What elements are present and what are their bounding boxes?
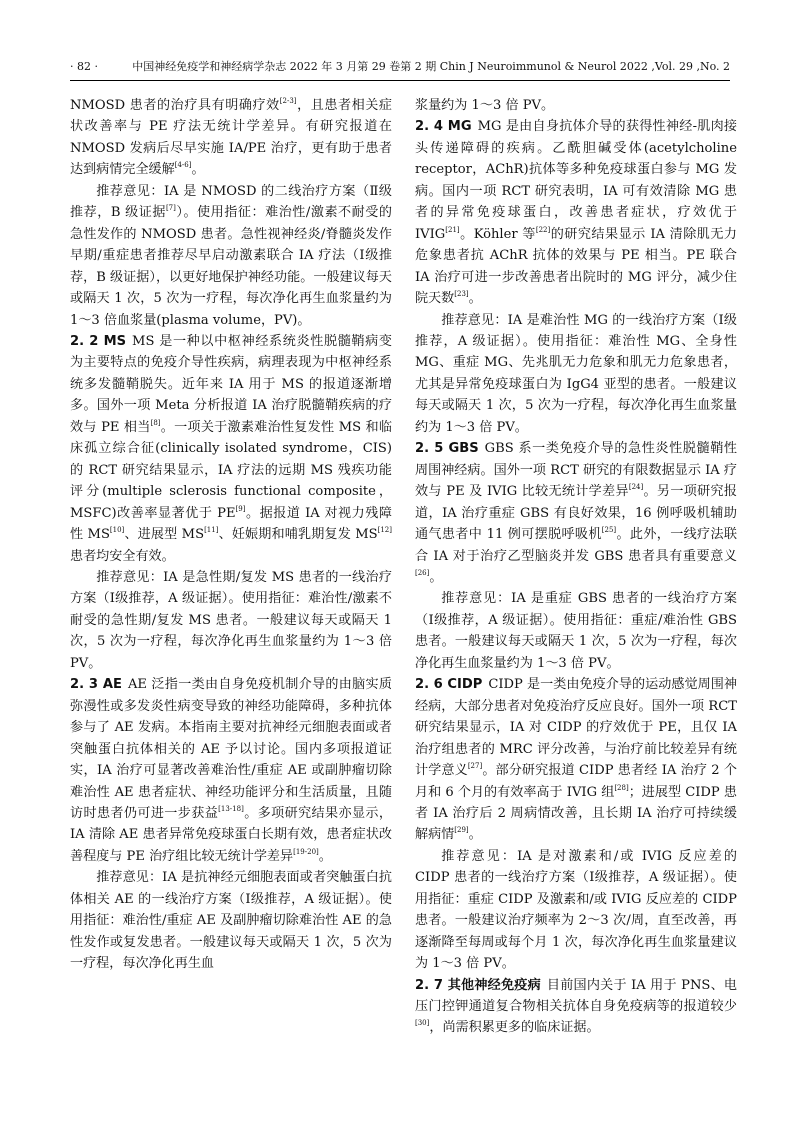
citation-ref: [26] bbox=[415, 568, 430, 577]
section-heading: 2. 7 其他神经免疫病 bbox=[415, 977, 541, 993]
section-2-7-other: 2. 7 其他神经免疫病 目前国内关于 IA 用于 PNS、电压门控钾通道复合物相关抗体自身免疫病等的报道较少[30]，尚需积累更多的临床证据。 bbox=[415, 977, 737, 1036]
citation-ref: [27] bbox=[467, 762, 483, 771]
page-number: · 82 · bbox=[70, 60, 98, 73]
recommendation-ms: 推荐意见：IA 是急性期/复发 MS 患者的一线治疗方案（Ⅰ级推荐，A 级证据）。使用指征：难治性/激素不耐受的急性期/复发 MS 患者。一般建议每天或隔天 1 次，5 次为一疗程，每次净化再生血浆量约为 1～3 倍 PV。 bbox=[70, 569, 392, 671]
section-heading: 2. 2 MS bbox=[70, 333, 127, 349]
section-heading: 2. 6 CIDP bbox=[415, 677, 483, 693]
section-heading: 2. 3 AE bbox=[70, 677, 122, 693]
recommendation-gbs: 推荐意见：IA 是重症 GBS 患者的一线治疗方案（Ⅰ级推荐，A 级证据）。使用指征：重症/难治性 GBS 患者。一般建议每天或隔天 1 次，5 次为一疗程，每次净化再生血浆量约为 1～3 倍 PV。 bbox=[415, 591, 737, 671]
citation-ref: [22] bbox=[535, 225, 551, 234]
citation-ref: [2-3] bbox=[279, 97, 297, 105]
citation-ref: [19-20] bbox=[293, 847, 319, 856]
section-2-6-cidp: 2. 6 CIDP CIDP 是一类由免疫介导的运动感觉周围神经病，大部分患者对免疫治疗反应良好。国外一项 RCT 研究结果显示，IA 对 CIDP 的疗效优于 PE，且仅 IA 治疗组患者的 MRC 评分改善，与治疗前比较差异有统计学意义[27]。部分研究报道 CIDP 患者经 IA 治疗 2 个月和 6 个月的有效率高于 IVIG 组[28]；进展型 CIDP 患者 IA 治疗后 2 周病情改善，且长期 IA 治疗可持续缓解病情[29]。 bbox=[415, 677, 737, 843]
citation-ref: [12] bbox=[377, 526, 392, 535]
recommendation-ae: 推荐意见：IA 是抗神经元细胞表面或者突触蛋白抗体相关 AE 的一线治疗方案（Ⅰ级推荐，A 级证据）。使用指征：难治性/重症 AE 及副肿瘤切除难治性 AE 的急性发作或复发患者。一般建议每天或隔天 1 次，5 次为一疗程，每次净化再生血 bbox=[70, 870, 392, 972]
paragraph-nmosd-efficacy: NMOSD 患者的治疗具有明确疗效[2-3]，且患者相关症状改善率与 PE 疗法无统计学差异。有研究报道在 NMOSD 发病后尽早实施 IA/PE 治疗，更有助于患者达到病情完全缓解[4-6]。 bbox=[70, 97, 392, 178]
citation-ref: [13-18] bbox=[218, 804, 244, 813]
citation-ref: [21] bbox=[445, 225, 460, 234]
recommendation-nmosd: 推荐意见：IA 是 NMOSD 的二线治疗方案（Ⅱ级推荐，B 级证据[7]）。使用指征：难治性/激素不耐受的急性发作的 NMOSD 患者。急性视神经炎/脊髓炎发作早期/重症患者推荐尽早启动激素联合 IA 疗法（Ⅰ级推荐，B 级证据），以更好地保护神经功能。一般建议每天或隔天 1 次，5 次为一疗程，每次净化再生血浆量约为 1～3 倍血浆量(plasma volume，PV)。 bbox=[70, 183, 392, 328]
citation-ref: [30] bbox=[415, 1019, 430, 1028]
citation-ref: [24] bbox=[628, 483, 644, 492]
running-header bbox=[70, 58, 730, 76]
citation-ref: [7] bbox=[165, 204, 176, 213]
citation-ref: [9] bbox=[235, 504, 246, 513]
right-column bbox=[415, 95, 737, 1039]
recommendation-mg: 推荐意见：IA 是难治性 MG 的一线治疗方案（Ⅰ级推荐，A 级证据）。使用指征：难治性 MG、全身性 MG、重症 MG、先兆肌无力危象和肌无力危象患者，尤其是异常免疫球蛋白为 IgG4 亚型的患者。一般建议每天或隔天 1 次，5 次为一疗程，每次净化再生血浆量约为 1～3 倍 PV。 bbox=[415, 312, 737, 435]
section-2-3-ae: 2. 3 AE AE 泛指一类由自身免疫机制介导的由脑实质弥漫性或多发炎性病变导致的神经功能障碍，多种抗体参与了 AE 发病。本指南主要对抗神经元细胞表面或者突触蛋白抗体相关的 AE 予以讨论。国内多项报道证实，IA 治疗可显著改善难治性/重症 AE 或副肿瘤切除难治性 AE 患者症状、神经功能评分和生活质量，且随访时患者仍可进一步获益[13-18]。多项研究结果亦显示，IA 清除 AE 患者异常免疫球蛋白长期有效，患者症状改善程度与 PE 治疗组比较无统计学差异[19-20]。 bbox=[70, 677, 392, 864]
citation-ref: [23] bbox=[454, 290, 469, 299]
section-2-4-mg: 2. 4 MG MG 是由自身抗体介导的获得性神经-肌肉接头传递障碍的疾病。乙酰胆碱受体(acetylcholine receptor，AChR)抗体等多种免疫球蛋白参与 MG 发病。国内一项 RCT 研究表明，IA 可有效清除 MG 患者的异常免疫球蛋白，改善患者症状，疗效优于 IVIG[21]。Köhler 等[22]的研究结果显示 IA 清除肌无力危象患者抗 AChR 抗体的效果与 PE 相当。PE 联合 IA 治疗可进一步改善患者出院时的 MG 评分，减少住院天数[23]。 bbox=[415, 119, 738, 307]
citation-ref: [4-6] bbox=[174, 161, 192, 170]
section-2-2-ms: 2. 2 MS MS 是一种以中枢神经系统炎性脱髓鞘病变为主要特点的免疫介导性疾病，病理表现为中枢神经系统多发髓鞘脱失。近年来 IA 用于 MS 的报道逐渐增多。国外一项 Meta 分析报道 IA 治疗脱髓鞘疾病的疗效与 PE 相当[8]。一项关于激素难治性复发性 MS 和临床孤立综合征(clinically isolated syndrome，CIS)的 RCT 研究结果显示，IA 疗法的远期 MS 残疾功能评分(multiple sclerosis functional composite，MSFC)改善率显著优于 PE[9]。据报道 IA 对视力残障性 MS[10]、进展型 MS[11]、妊娠期和哺乳期复发 MS[12]患者均安全有效。 bbox=[70, 333, 393, 564]
citation-ref: [25] bbox=[601, 526, 617, 535]
citation-ref: [11] bbox=[204, 526, 219, 535]
citation-ref: [8] bbox=[150, 418, 161, 427]
header-rule bbox=[70, 80, 730, 81]
section-2-5-gbs: 2. 5 GBS GBS 系一类免疫介导的急性炎性脱髓鞘性周围神经病。国外一项 RCT 研究的有限数据显示 IA 疗效与 PE 及 IVIG 比较无统计学差异[24]。另一项研究报道，IA 治疗重症 GBS 有良好效果，16 例呼吸机辅助通气患者中 11 例可摆脱呼吸机[25]。此外，一线疗法联合 IA 对于治疗乙型脑炎并发 GBS 患者具有重要意义[26]。 bbox=[415, 441, 738, 585]
section-heading: 2. 4 MG bbox=[415, 119, 472, 135]
citation-ref: [29] bbox=[454, 826, 469, 835]
citation-ref: [28] bbox=[614, 783, 629, 792]
section-heading: 2. 5 GBS bbox=[415, 441, 479, 457]
left-column bbox=[70, 95, 392, 975]
citation-ref: [10] bbox=[109, 526, 125, 535]
journal-citation: 中国神经免疫学和神经病学杂志 2022 年 3 月第 29 卷第 2 期 Chin J Neuroimmunol & Neurol 2022 ,Vol. 29 ,No. 2 bbox=[132, 60, 730, 73]
recommendation-cidp: 推荐意见：IA 是对激素和/或 IVIG 反应差的 CIDP 患者的一线治疗方案（Ⅰ级推荐，A 级证据）。使用指征：重症 CIDP 及激素和/或 IVIG 反应差的 CIDP 患者。一般建议治疗频率为 2～3 次/周，直至改善，再逐渐降至每周或每个月 1 次，每次净化再生血浆量建议为 1～3 倍 PV。 bbox=[415, 848, 737, 972]
continued-text: 浆量约为 1～3 倍 PV。 bbox=[415, 98, 555, 113]
